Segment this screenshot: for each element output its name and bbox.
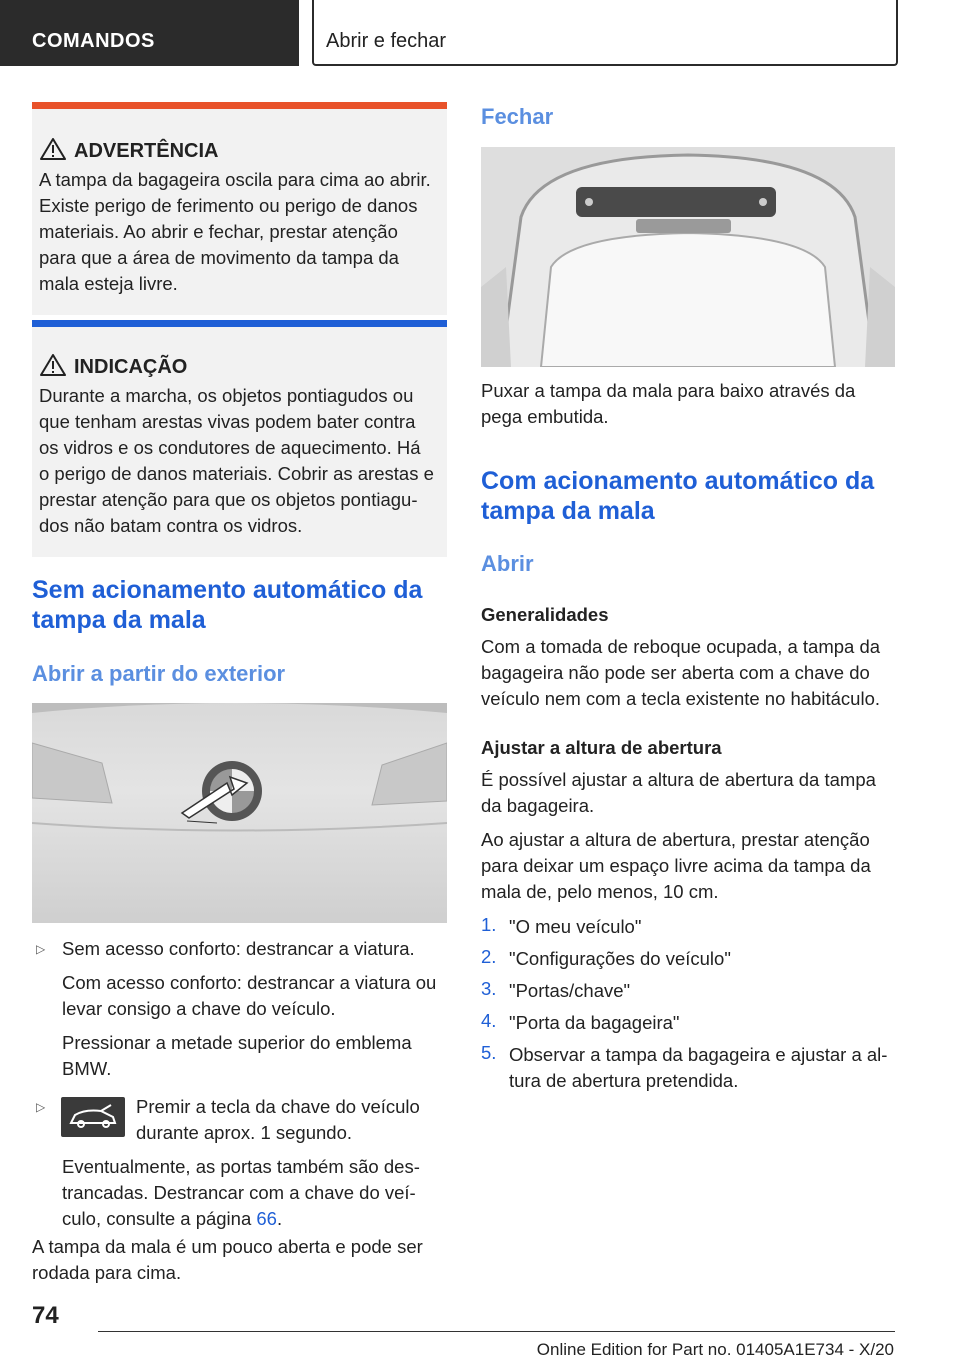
paragraph-line: bagageira não pode ser aberta com a chave do (481, 662, 870, 683)
bullet-text (62, 1206, 452, 1232)
paragraph-line: mala de, pelo menos, 10 cm. (481, 881, 719, 902)
note-text-line: o perigo de danos materiais. Cobrir as arestas e (39, 463, 434, 484)
trunk-emblem-photo (32, 703, 447, 923)
page-reference-link[interactable]: 66 (256, 1208, 277, 1229)
subsection-heading: Fechar (481, 104, 554, 129)
step-number: 5. (481, 1042, 497, 1063)
bullet-marker: ▷ (36, 1100, 46, 1114)
step-number: 1. (481, 914, 497, 935)
paragraph-line: pega embutida. (481, 406, 609, 427)
step-text: "Portas/chave" (509, 980, 631, 1001)
bullet-text: levar consigo a chave do veículo. (62, 998, 336, 1019)
step-text: "O meu veículo" (509, 916, 642, 937)
warning-box (32, 102, 447, 315)
subsection-heading: Abrir (481, 551, 534, 576)
note-text-line: prestar atenção para que os objetos pontiagu- (39, 489, 418, 510)
page-number: 74 (32, 1302, 59, 1329)
warning-title: ADVERTÊNCIA (74, 140, 219, 162)
bullet-text: BMW. (62, 1058, 112, 1079)
warning-text-line: para que a área de movimento da tampa da (39, 247, 399, 268)
paragraph-heading: Ajustar a altura de abertura (481, 737, 722, 758)
note-text-line: que tenham arestas vivas podem bater contra (39, 411, 416, 432)
paragraph-line: para deixar um espaço livre acima da tampa da (481, 855, 871, 876)
section-title: COMANDOS (32, 30, 155, 52)
warning-text-line: Existe perigo de ferimento ou perigo de danos (39, 195, 418, 216)
bullet-text: durante aprox. 1 segundo. (136, 1122, 352, 1143)
heading-line: Sem acionamento automático da (32, 576, 423, 604)
warning-text-line: materiais. Ao abrir e fechar, prestar atenção (39, 221, 398, 242)
paragraph-line: Puxar a tampa da mala para baixo através da (481, 380, 856, 401)
step-text-line: Observar a tampa da bagageira e ajustar a al- (509, 1044, 888, 1065)
paragraph-heading: Generalidades (481, 604, 609, 625)
paragraph-line: Com a tomada de reboque ocupada, a tampa da (481, 636, 881, 657)
note-box (32, 320, 447, 557)
step-text (509, 1042, 909, 1094)
paragraph-line: Ao ajustar a altura de abertura, prestar atenção (481, 829, 870, 850)
step-number: 3. (481, 978, 497, 999)
tailgate-interior-photo (481, 147, 895, 367)
warning-triangle-icon (40, 353, 66, 377)
step-text: "Configurações do veículo" (509, 948, 731, 969)
step-number: 2. (481, 946, 497, 967)
text-span: . (276, 1208, 283, 1229)
text-span: culo, consulte a página (62, 1208, 257, 1229)
paragraph-line: veículo nem com a tecla existente no habitáculo. (481, 688, 881, 709)
bullet-text: Premir a tecla da chave do veículo (136, 1096, 420, 1117)
step-number: 4. (481, 1010, 497, 1031)
note-text-line: Durante a marcha, os objetos pontiagudos ou (39, 385, 414, 406)
car-trunk-key-icon (61, 1097, 125, 1137)
bullet-text: Eventualmente, as portas também são des- (62, 1156, 420, 1177)
heading-line: tampa da mala (32, 606, 206, 634)
paragraph-line: A tampa da mala é um pouco aberta e pode ser (32, 1236, 423, 1257)
chapter-tab (312, 0, 898, 66)
tailgate-illustration (481, 147, 895, 367)
heading-line: tampa da mala (481, 497, 655, 525)
bullet-marker: ▷ (36, 942, 46, 956)
paragraph-line: da bagageira. (481, 795, 595, 816)
bullet-text: trancadas. Destrancar com a chave do veí- (62, 1182, 416, 1203)
note-title: INDICAÇÃO (74, 356, 188, 378)
footer-divider (98, 1331, 895, 1332)
bullet-text: Com acesso conforto: destrancar a viatura ou (62, 972, 437, 993)
bullet-text: Sem acesso conforto: destrancar a viatura. (62, 938, 415, 959)
note-text-line: os vidros e os condutores de aquecimento. Há (39, 437, 421, 458)
bullet-text: Pressionar a metade superior do emblema (62, 1032, 412, 1053)
section-heading (481, 466, 874, 526)
chapter-title: Abrir e fechar (326, 30, 447, 52)
note-text-line: dos não batam contra os vidros. (39, 515, 303, 536)
step-text-line: tura de abertura pretendida. (509, 1070, 739, 1091)
warning-text-line: mala esteja livre. (39, 273, 178, 294)
paragraph-line: rodada para cima. (32, 1262, 182, 1283)
subsection-heading: Abrir a partir do exterior (32, 661, 286, 686)
trunk-emblem-illustration (32, 703, 447, 923)
warning-text-line: A tampa da bagageira oscila para cima ao abrir. (39, 169, 431, 190)
paragraph-line: É possível ajustar a altura de abertura da tampa (481, 769, 876, 790)
section-tab (0, 0, 299, 66)
heading-line: Com acionamento automático da (481, 467, 875, 495)
footer-edition: Online Edition for Part no. 01405A1E734 - X/20 (536, 1340, 894, 1359)
warning-triangle-icon (40, 137, 66, 161)
step-text: "Porta da bagageira" (509, 1012, 680, 1033)
section-heading (32, 575, 422, 635)
